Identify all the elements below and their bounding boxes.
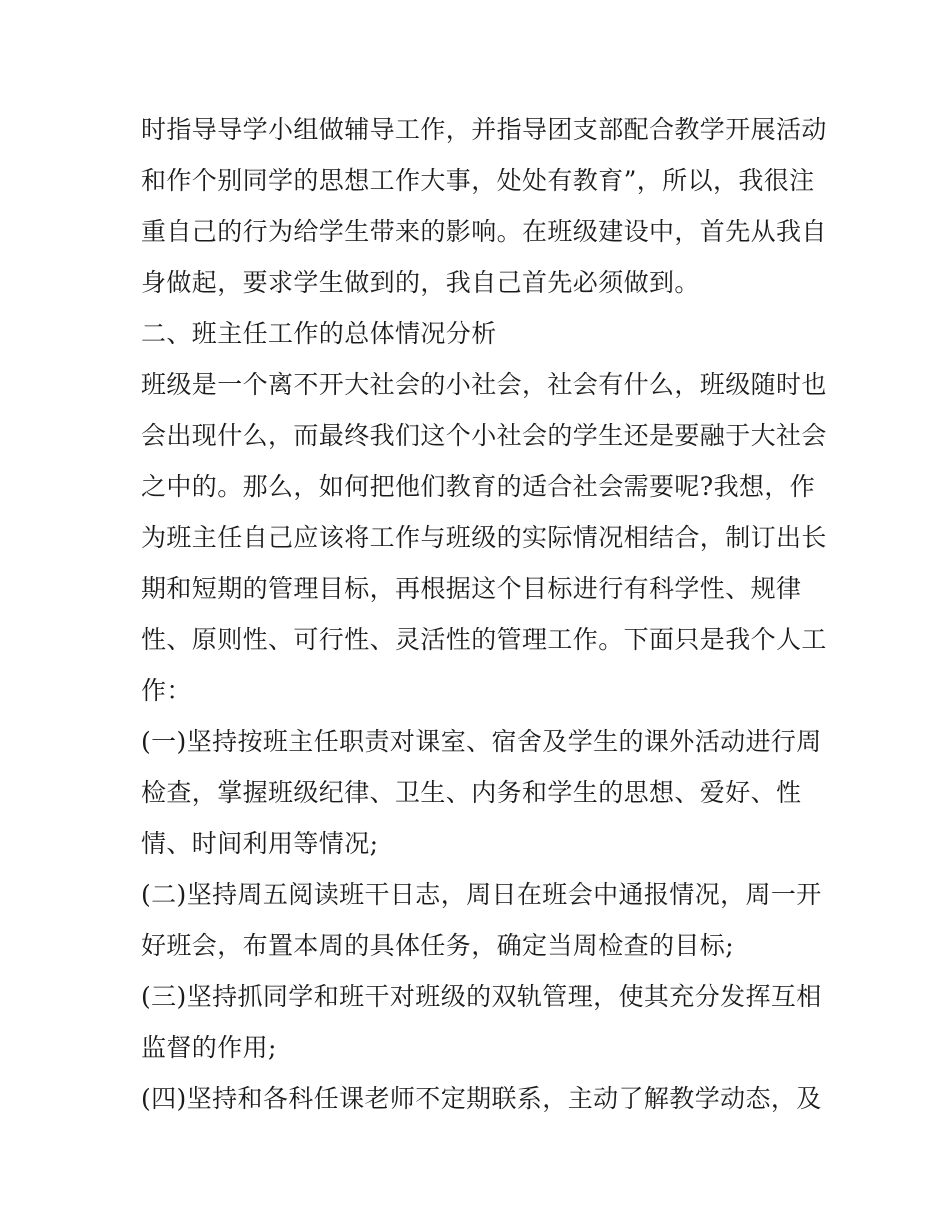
section-heading: 二、班主任工作的总体情况分析: [141, 319, 497, 348]
text-line: 性、原则性、可行性、灵活性的管理工作。下面只是我个人工: [141, 625, 827, 654]
text-line: 会出现什么，而最终我们这个小社会的学生还是要融于大社会: [141, 421, 827, 450]
text-line: 为班主任自己应该将工作与班级的实际情况相结合，制订出长: [141, 523, 827, 552]
text-line: 监督的作用;: [141, 1033, 277, 1062]
text-line: 重自己的行为给学生带来的影响。在班级建设中，首先从我自: [141, 217, 827, 246]
document-body: [141, 104, 827, 1124]
text-line: 作：: [141, 676, 192, 705]
text-line: 情、时间利用等情况;: [141, 829, 379, 858]
list-item-2: (二)坚持周五阅读班干日志，周日在班会中通报情况，周一开: [141, 880, 822, 909]
text-line: 时指导导学小组做辅导工作，并指导团支部配合教学开展活动: [141, 115, 827, 144]
text-line: 身做起，要求学生做到的，我自己首先必须做到。: [141, 268, 700, 297]
text-line: 检查，掌握班级纪律、卫生、内务和学生的思想、爱好、性: [141, 778, 802, 807]
list-item-4: (四)坚持和各科任课老师不定期联系，主动了解教学动态，及: [141, 1084, 822, 1113]
text-line: 之中的。那么，如何把他们教育的适合社会需要呢?我想，作: [141, 472, 816, 501]
text-line: 班级是一个离不开大社会的小社会，社会有什么，班级随时也: [141, 370, 827, 399]
list-item-1: (一)坚持按班主任职责对课室、宿舍及学生的课外活动进行周: [141, 727, 822, 756]
text-line: 期和短期的管理目标，再根据这个目标进行有科学性、规律: [141, 574, 802, 603]
list-item-3: (三)坚持抓同学和班干对班级的双轨管理，使其充分发挥互相: [141, 982, 822, 1011]
text-line: 和作个别同学的思想工作大事，处处有教育”，所以，我很注: [141, 166, 815, 195]
text-line: 好班会，布置本周的具体任务，确定当周检查的目标;: [141, 931, 735, 960]
